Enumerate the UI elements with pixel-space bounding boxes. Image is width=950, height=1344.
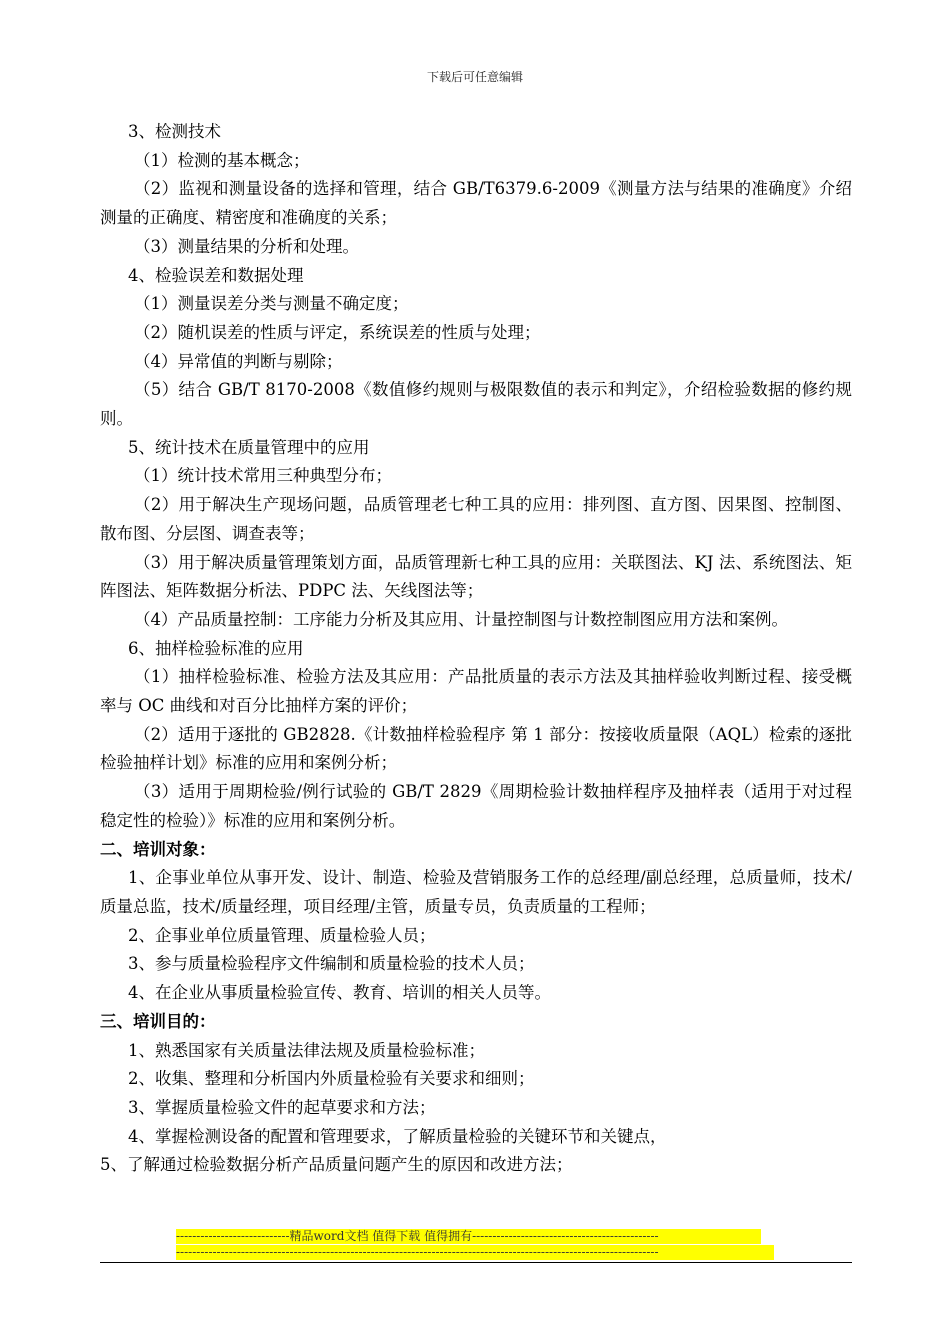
footer-rule	[100, 1262, 852, 1263]
paragraph: 6、抽样检验标准的应用	[128, 638, 304, 658]
paragraph: （5）结合 GB/T 8170-2008《数值修约规则与极限数值的表示和判定》，介绍检验数据的修约规则。	[100, 380, 852, 429]
paragraph: （3）用于解决质量管理策划方面，品质管理新七种工具的应用：关联图法、KJ 法、系统图法、矩阵图法、矩阵数据分析法、PDPC 法、矢线图法等；	[100, 552, 852, 601]
paragraph: 4、在企业从事质量检验宣传、教育、培训的相关人员等。	[128, 983, 551, 1003]
paragraph: 5、了解通过检验数据分析产品质量问题产生的原因和改进方法；	[100, 1155, 573, 1175]
document-body	[100, 118, 852, 1180]
paragraph: （1）抽样检验标准、检验方法及其应用：产品批质量的表示方法及其抽样验收判断过程、接受概率与 OC 曲线和对百分比抽样方案的评价；	[100, 667, 852, 716]
paragraph: （2）用于解决生产现场问题，品质管理老七种工具的应用：排列图、直方图、因果图、控制图、散布图、分层图、调查表等；	[100, 495, 852, 543]
paragraph: 4、掌握检测设备的配置和管理要求，了解质量检验的关键环节和关键点，	[128, 1126, 667, 1146]
footer-dashes: -----------------------------------------------------------------------------------------------------------------------	[176, 1245, 774, 1260]
paragraph: 3、参与质量检验程序文件编制和质量检验的技术人员；	[128, 954, 535, 974]
page-header: 下载后可任意编辑	[426, 70, 523, 84]
paragraph: （4）产品质量控制：工序能力分析及其应用、计量控制图与计数控制图应用方法和案例。	[134, 609, 788, 629]
section-heading: 三、培训目的：	[100, 1011, 216, 1031]
paragraph: 1、熟悉国家有关质量法律法规及质量检验标准；	[128, 1040, 485, 1060]
paragraph: （1）统计技术常用三种典型分布；	[134, 466, 392, 486]
paragraph: （3）适用于周期检验/例行试验的 GB/T 2829《周期检验计数抽样程序及抽样表（适用于对过程稳定性的检验）》标准的应用和案例分析。	[100, 782, 852, 830]
paragraph: 2、收集、整理和分析国内外质量检验有关要求和细则；	[128, 1069, 535, 1089]
paragraph: 2、企事业单位质量管理、质量检验人员；	[128, 925, 436, 945]
footer-banner: ----------------------------精品word文档 值得下载 值得拥有----------------------------------------------	[176, 1229, 761, 1244]
paragraph: （3）测量结果的分析和处理。	[134, 236, 359, 256]
paragraph: （4）异常值的判断与剔除；	[134, 351, 343, 371]
paragraph: （2）监视和测量设备的选择和管理，结合 GB/T6379.6-2009《测量方法与结果的准确度》介绍测量的正确度、精密度和准确度的关系；	[100, 179, 852, 228]
paragraph: 3、掌握质量检验文件的起草要求和方法；	[128, 1097, 436, 1117]
paragraph: 1、企事业单位从事开发、设计、制造、检验及营销服务工作的总经理/副总经理，总质量师，技术/质量总监，技术/质量经理，项目经理/主管，质量专员，负责质量的工程师；	[100, 868, 852, 916]
paragraph: （1）检测的基本概念；	[134, 150, 310, 170]
paragraph: （2）随机误差的性质与评定，系统误差的性质与处理；	[134, 322, 541, 342]
paragraph: 3、检测技术	[128, 122, 221, 141]
paragraph: （1）测量误差分类与测量不确定度；	[134, 294, 409, 314]
paragraph: （2）适用于逐批的 GB2828.《计数抽样检验程序 第 1 部分：按接收质量限（AQL）检索的逐批检验抽样计划》标准的应用和案例分析；	[100, 724, 852, 773]
paragraph: 4、检验误差和数据处理	[128, 265, 304, 285]
section-heading: 二、培训对象：	[100, 839, 216, 859]
paragraph: 5、统计技术在质量管理中的应用	[128, 437, 370, 457]
